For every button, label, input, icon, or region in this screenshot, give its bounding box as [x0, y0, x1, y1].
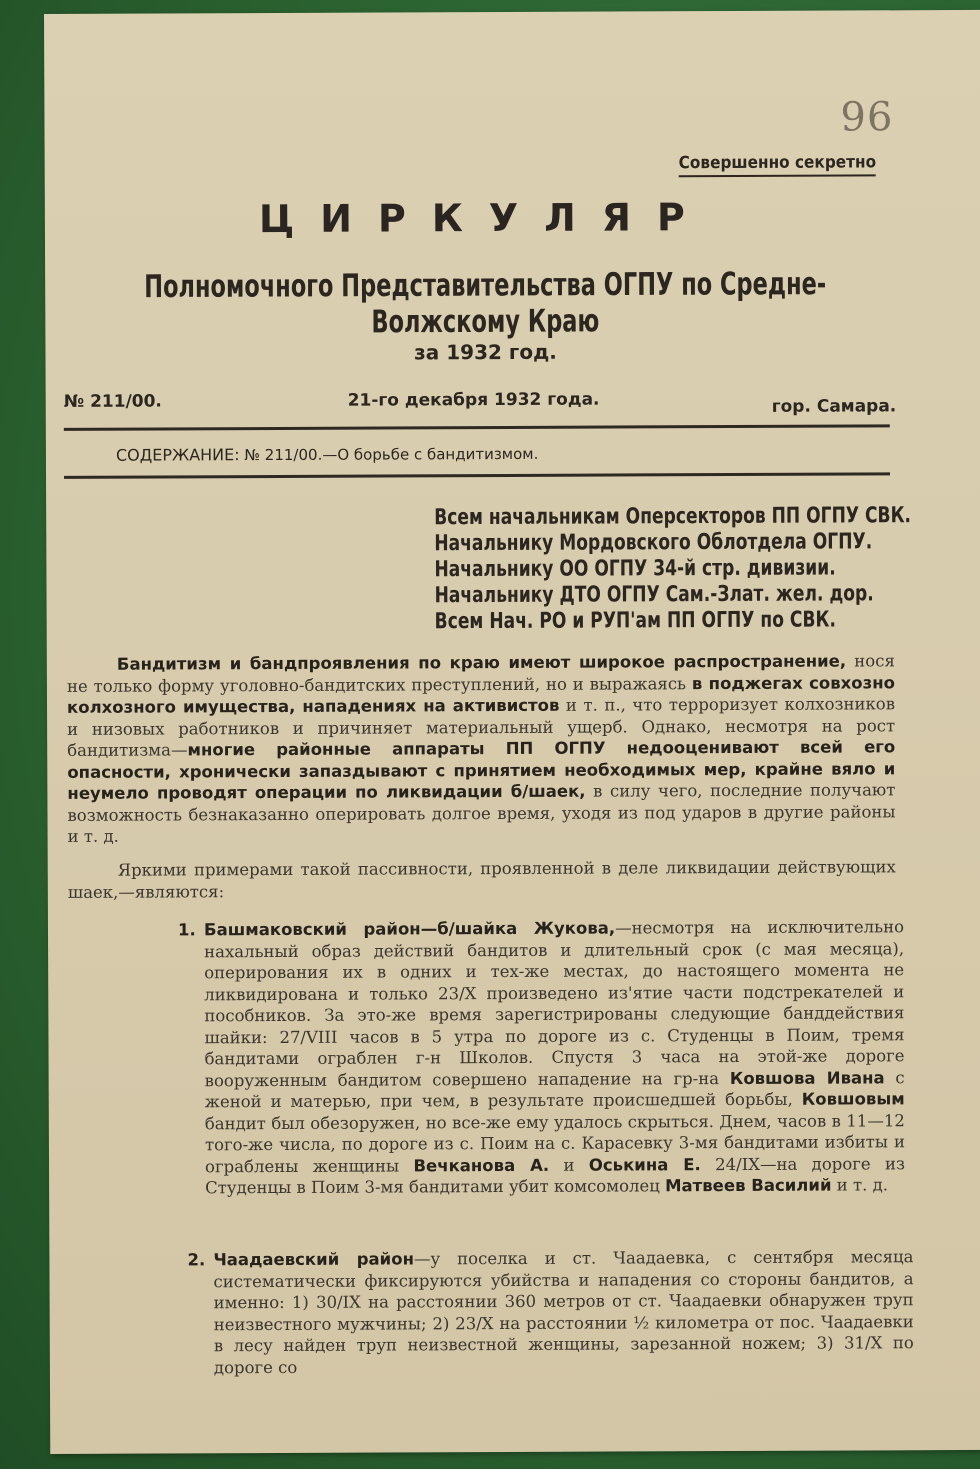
addressee-line: Начальнику Мордовского Облотдела ОГПУ.: [434, 528, 873, 556]
item2-text-1: —у поселка и ст. Чаадаевка, с сентября месяца систематически фиксируются убийства и нападения со стороны бандитов, а именно: 1) 30/IX на расстоянии 360 метров от ст. Чаадаевки обнаружен труп неизвестного мужчины; 2) 23/X на расстоянии ½ километра от пос. Чаадаевки в лесу найден труп неизвестной женщины, зарезанной ножем; 3) 31/X по дороге со: [213, 1247, 914, 1377]
addressee-line: Всем Нач. РО и РУП'ам ПП ОГПУ по СВК.: [434, 606, 836, 634]
para1-text-1: нося не только форму уголовно-бандитских преступлений, но и выражаясь: [66, 651, 895, 696]
addressee-line: Начальнику ДТО ОГПУ Сам.-Злат. жел. дор.: [434, 580, 874, 608]
list-item: [177, 916, 906, 1199]
para1-text-2: и т. п., что терроризует колхозников и низовых работников и причиняет материальный ущерб. Однако, несмотря на рост бандитизма—: [67, 694, 896, 760]
divider-top: [64, 424, 890, 431]
item1-text-3: бандит был обезоружен, но все-же ему удалось скрыться. Днем, часов в 11—12 того-же числа, по дороге из с. Поим на с. Карасевку 3-мя бандитами избиты и ограблены женщины: [204, 1110, 905, 1176]
document-date: 21-го декабря 1932 года.: [347, 389, 600, 411]
item1-bold-2: Ковшова Ивана: [729, 1067, 885, 1088]
classification-stamp: Совершенно секретно: [679, 152, 877, 177]
item1-bold-1: Башмаковский район—б/шайка Жукова,: [203, 918, 616, 940]
document-page: [44, 10, 980, 1454]
item1-bold-6: Матвеев Василий: [665, 1175, 832, 1196]
document-number: № 211/00.: [63, 391, 162, 412]
addressee-list: [434, 502, 911, 634]
paragraph-intro: [67, 650, 896, 847]
item1-text-4: и: [549, 1155, 589, 1175]
paragraph-examples: Яркими примерами такой пассивности, проявленной в деле ликвидации действующих шаек,—являются:: [67, 857, 896, 902]
document-subtitle: Полномочного Представительства ОГПУ по Средне-Волжскому Краю: [144, 265, 827, 340]
list-item: [187, 1246, 914, 1378]
addressee-line: Начальнику ОО ОГПУ 34-й стр. дивизии.: [434, 554, 836, 582]
item2-bold-1: Чаадаевский район: [213, 1249, 414, 1270]
item1-bold-4: Вечканова А.: [413, 1155, 550, 1175]
para1-bold-3: многие районные аппараты ПП ОГПУ недооценивают всей его опасности, хронически запаздывают с принятием необходимых мер, крайне вяло и неумело проводят операции по ликвидации б/шаек,: [67, 737, 896, 803]
item1-bold-5: Оськина Е.: [588, 1154, 701, 1175]
page-number: 96: [840, 94, 894, 141]
contents-text: № 211/00.—О борьбе с бандитизмом.: [244, 444, 539, 465]
contents-line: [116, 444, 539, 465]
document-year: за 1932 год.: [414, 339, 557, 365]
item-number: 1.: [177, 920, 196, 940]
document-city: гор. Самара.: [771, 396, 897, 417]
document-title: ЦИРКУЛЯР: [258, 195, 711, 242]
addressee-line: Всем начальникам Оперсекторов ПП ОГПУ СВК.: [434, 502, 912, 530]
item1-text-1: —несмотря на исключительно нахальный образ действий бандитов и длительный срок (с мая месяца), оперирования их в одних и тех-же местах, до настоящего момента не ликвидирована и только 23/X произведено из'ятие части подстрекателей и пособников. За это-же время зарегистрированы следующие банддействия шайки: 27/VIII часов в 5 утра по дороге из с. Студенцы в Поим, тремя бандитами ограблен г-н Школов. Спустя 3 часа на этой-же дороге вооруженным бандитом совершено нападение на гр-на: [204, 917, 905, 1090]
para1-text-3: в силу чего, последние получают возможность безнаказанно оперировать долгое время, уходя из под ударов в другие районы и т. д.: [67, 780, 896, 846]
divider-bottom: [64, 472, 890, 479]
para1-bold-2: в поджегах совхозно колхозного имущества, нападениях на активистов: [66, 672, 895, 717]
item1-text-6: и т. д.: [831, 1175, 889, 1195]
contents-label: СОДЕРЖАНИЕ:: [115, 445, 240, 465]
item-number: 2.: [187, 1250, 206, 1270]
para1-bold-1: Бандитизм и бандпроявления по краю имеют широкое распространение,: [116, 651, 847, 674]
item1-text-2: с женой и матерью, при чем, в результате происшедшей борьбы,: [204, 1067, 905, 1112]
item1-text-5: 24/IX—на дороге из Студенцы в Поим 3-мя бандитами убит комсомолец: [205, 1153, 906, 1198]
item1-bold-3: Ковшовым: [801, 1089, 905, 1109]
